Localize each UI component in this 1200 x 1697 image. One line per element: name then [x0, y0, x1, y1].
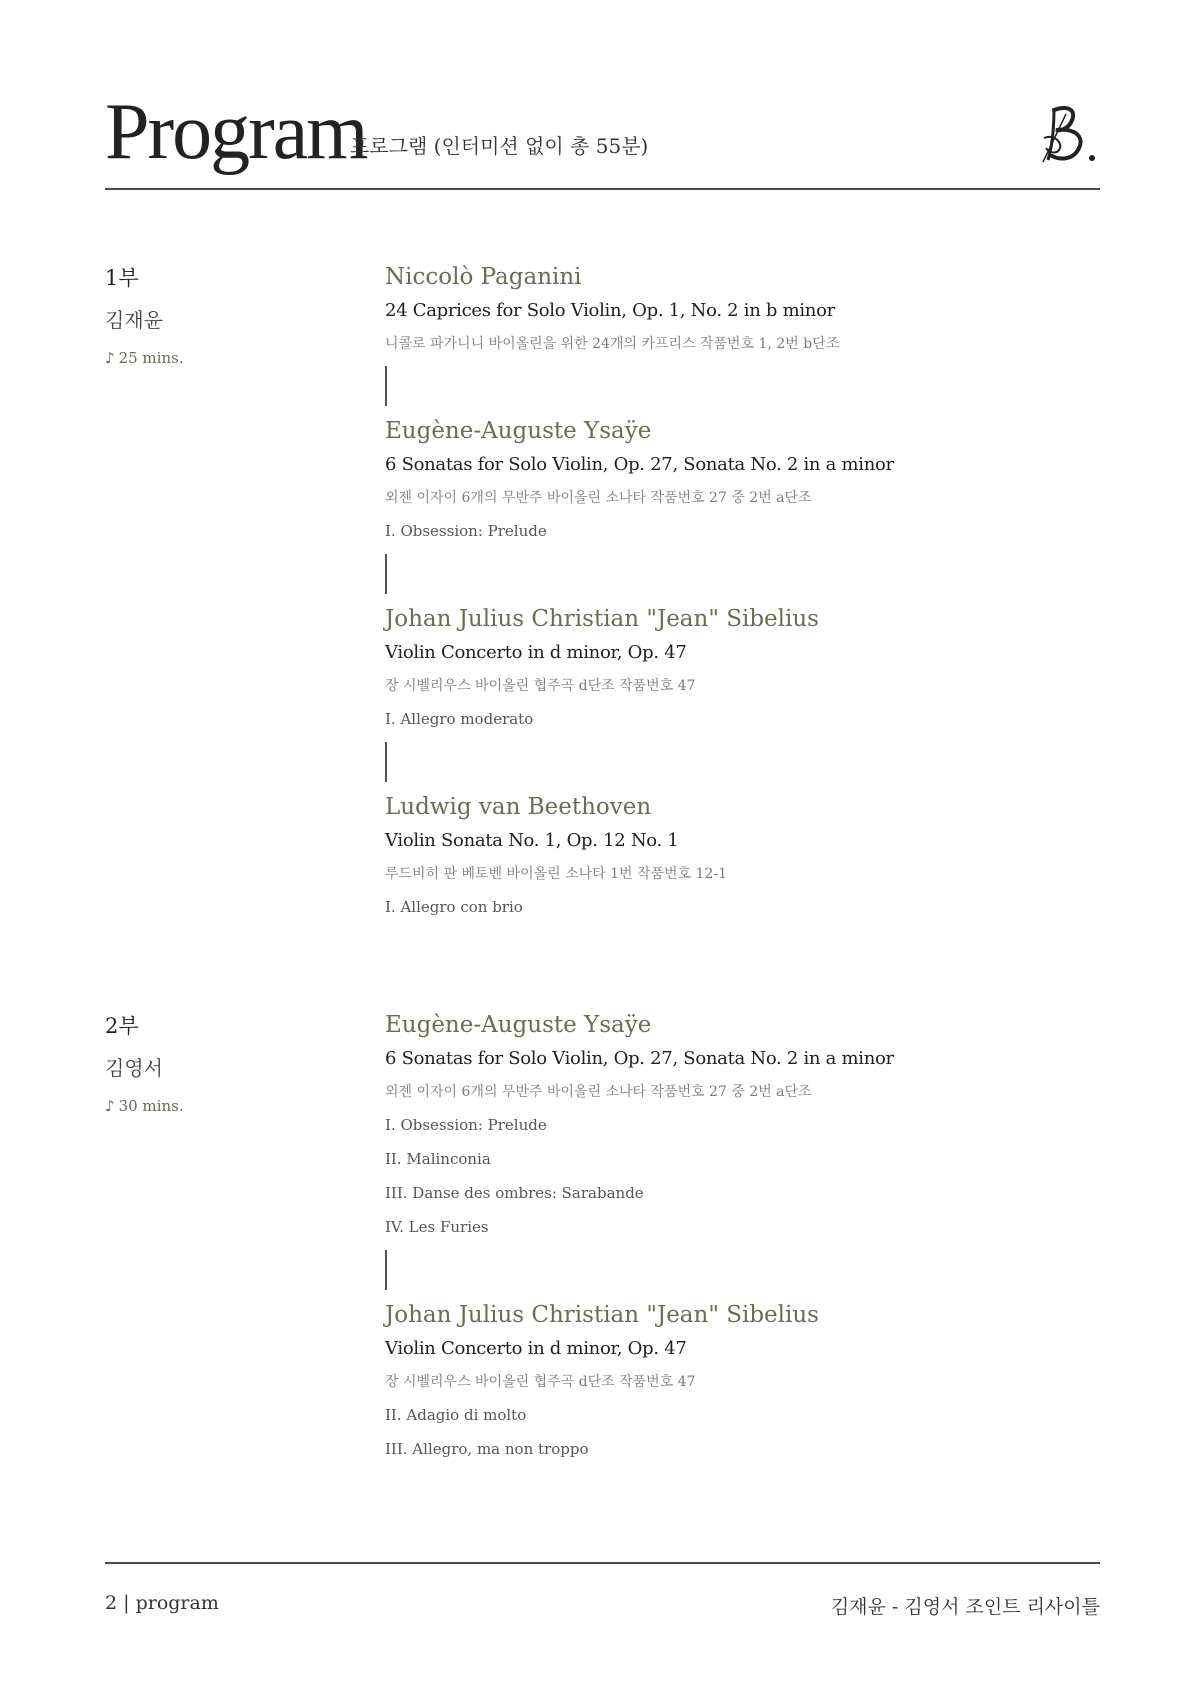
movement-item: II. Malinconia: [385, 1150, 491, 1168]
page-header: [105, 80, 1100, 190]
movement-item: I. Allegro moderato: [385, 710, 534, 728]
work-title: 24 Caprices for Solo Violin, Op. 1, No. 2 in b minor: [385, 300, 835, 321]
section-performer: 김재윤: [105, 308, 163, 332]
work-title-korean: 외젠 이자이 6개의 무반주 바이올린 소나타 작품번호 27 중 2번 a단조: [385, 490, 812, 506]
composer-name: Johan Julius Christian "Jean" Sibelius: [385, 1302, 819, 1328]
work-title-korean: 외젠 이자이 6개의 무반주 바이올린 소나타 작품번호 27 중 2번 a단조: [385, 1084, 812, 1100]
section-performer: 김영서: [105, 1056, 163, 1080]
work-title: 6 Sonatas for Solo Violin, Op. 27, Sonata No. 2 in a minor: [385, 1048, 894, 1069]
piece-entry: [385, 1010, 1085, 1238]
section-duration: ♪ 30 mins.: [105, 1097, 184, 1115]
section-part-1: [105, 262, 184, 367]
section-part-2: [105, 1010, 184, 1115]
piece-divider: [385, 366, 387, 406]
composer-name: Ludwig van Beethoven: [385, 794, 652, 820]
piece-divider: [385, 554, 387, 594]
work-title-korean: 장 시벨리우스 바이올린 협주곡 d단조 작품번호 47: [385, 1374, 696, 1390]
work-title-korean: 장 시벨리우스 바이올린 협주곡 d단조 작품번호 47: [385, 678, 696, 694]
music-note-icon: ♪: [105, 349, 115, 367]
piece-divider: [385, 742, 387, 782]
work-title: Violin Concerto in d minor, Op. 47: [385, 642, 687, 663]
work-title-korean: 루드비히 판 베토벤 바이올린 소나타 1번 작품번호 12-1: [385, 866, 727, 882]
composer-name: Eugène-Auguste Ysaÿe: [385, 418, 652, 444]
work-title: Violin Sonata No. 1, Op. 12 No. 1: [385, 830, 679, 851]
movement-item: III. Danse des ombres: Sarabande: [385, 1184, 644, 1202]
work-title: 6 Sonatas for Solo Violin, Op. 27, Sonata No. 2 in a minor: [385, 454, 894, 475]
b-violin-logo-icon: [1040, 102, 1100, 164]
page-title: Program: [105, 88, 367, 176]
work-title-korean: 니콜로 파가니니 바이올린을 위한 24개의 카프리스 작품번호 1, 2번 b단조: [385, 336, 840, 352]
piece-entry: [385, 604, 1085, 730]
composer-name: Niccolò Paganini: [385, 264, 582, 290]
section-label: 1부: [105, 266, 139, 290]
movement-item: I. Allegro con brio: [385, 898, 523, 916]
movement-item: I. Obsession: Prelude: [385, 1116, 547, 1134]
piece-entry: [385, 416, 1085, 542]
composer-name: Eugène-Auguste Ysaÿe: [385, 1012, 652, 1038]
movement-item: II. Adagio di molto: [385, 1406, 527, 1424]
movement-item: IV. Les Furies: [385, 1218, 489, 1236]
music-note-icon: ♪: [105, 1097, 115, 1115]
composer-name: Johan Julius Christian "Jean" Sibelius: [385, 606, 819, 632]
work-title: Violin Concerto in d minor, Op. 47: [385, 1338, 687, 1359]
movement-item: I. Obsession: Prelude: [385, 522, 547, 540]
footer-event-title: 김재윤 - 김영서 조인트 리사이틀: [830, 1596, 1100, 1618]
page-footer: [105, 1562, 1100, 1618]
piece-divider: [385, 1250, 387, 1290]
section-label: 2부: [105, 1014, 139, 1038]
piece-entry: [385, 1300, 1085, 1460]
program-part-2: [385, 1010, 1085, 1472]
piece-entry: [385, 262, 1085, 354]
movement-item: III. Allegro, ma non troppo: [385, 1440, 589, 1458]
footer-page-label: 2 | program: [105, 1592, 219, 1614]
piece-entry: [385, 792, 1085, 918]
program-part-1: [385, 262, 1085, 930]
section-duration: ♪ 25 mins.: [105, 349, 184, 367]
page-subtitle: 프로그램 (인터미션 없이 총 55분): [350, 134, 649, 158]
